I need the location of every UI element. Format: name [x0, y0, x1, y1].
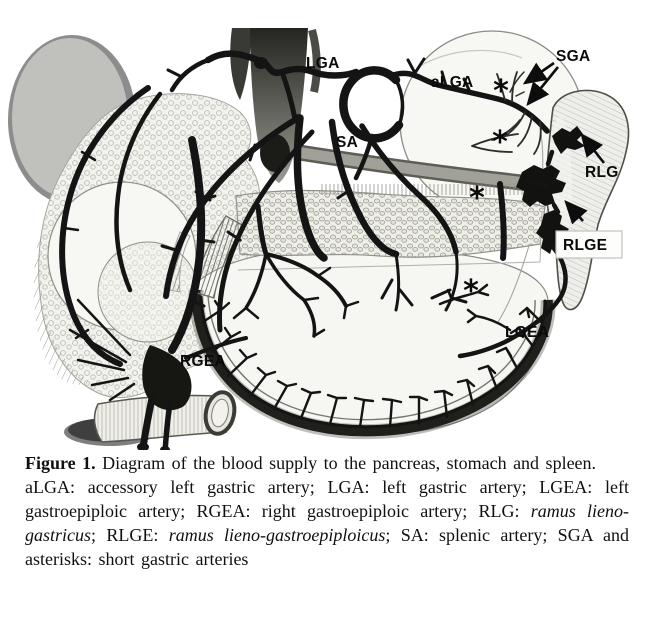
figure-caption	[25, 451, 629, 571]
legend-latin-term-1: ramus lieno-gastricus	[25, 501, 629, 545]
label-sa: SA	[336, 134, 359, 151]
label-sga: SGA	[556, 48, 591, 65]
organ-stomach-body	[196, 248, 549, 433]
vessel-lga-loop	[343, 70, 402, 138]
legend-segment-3: ; SA: splenic artery; SGA and asterisks: short gastric arteries	[25, 525, 630, 569]
label-alga: aLGA	[431, 74, 474, 91]
asterisk-4: *	[463, 274, 479, 309]
legend-latin-term-2: ramus lieno-gastroepiploicus	[168, 525, 386, 545]
caption-figure-number: Figure 1.	[25, 453, 96, 473]
asterisk-2: *	[492, 125, 508, 160]
legend-segment-1: aLGA: accessory left gastric artery; LGA: left gastric artery; LGEA: left gastroepiploic artery; RGEA: right gastroepiploic artery; RLG:	[25, 477, 629, 521]
label-rlge-box	[556, 231, 622, 258]
asterisk-1: *	[493, 74, 509, 109]
asterisk-3: *	[469, 181, 485, 216]
organ-spleen	[546, 90, 629, 309]
label-rgea: RGEA	[180, 353, 226, 370]
label-rlg: RLG	[585, 164, 619, 181]
caption-legend-paragraph	[25, 475, 629, 571]
caption-title-paragraph	[25, 451, 629, 475]
label-lgea: LGEA	[505, 324, 550, 341]
label-lga: LGA	[306, 55, 340, 72]
legend-segment-2: ; RLGE:	[91, 525, 159, 545]
label-rlge: RLGE	[563, 237, 608, 254]
caption-figure-title: Diagram of the blood supply to the pancreas, stomach and spleen.	[102, 453, 597, 473]
